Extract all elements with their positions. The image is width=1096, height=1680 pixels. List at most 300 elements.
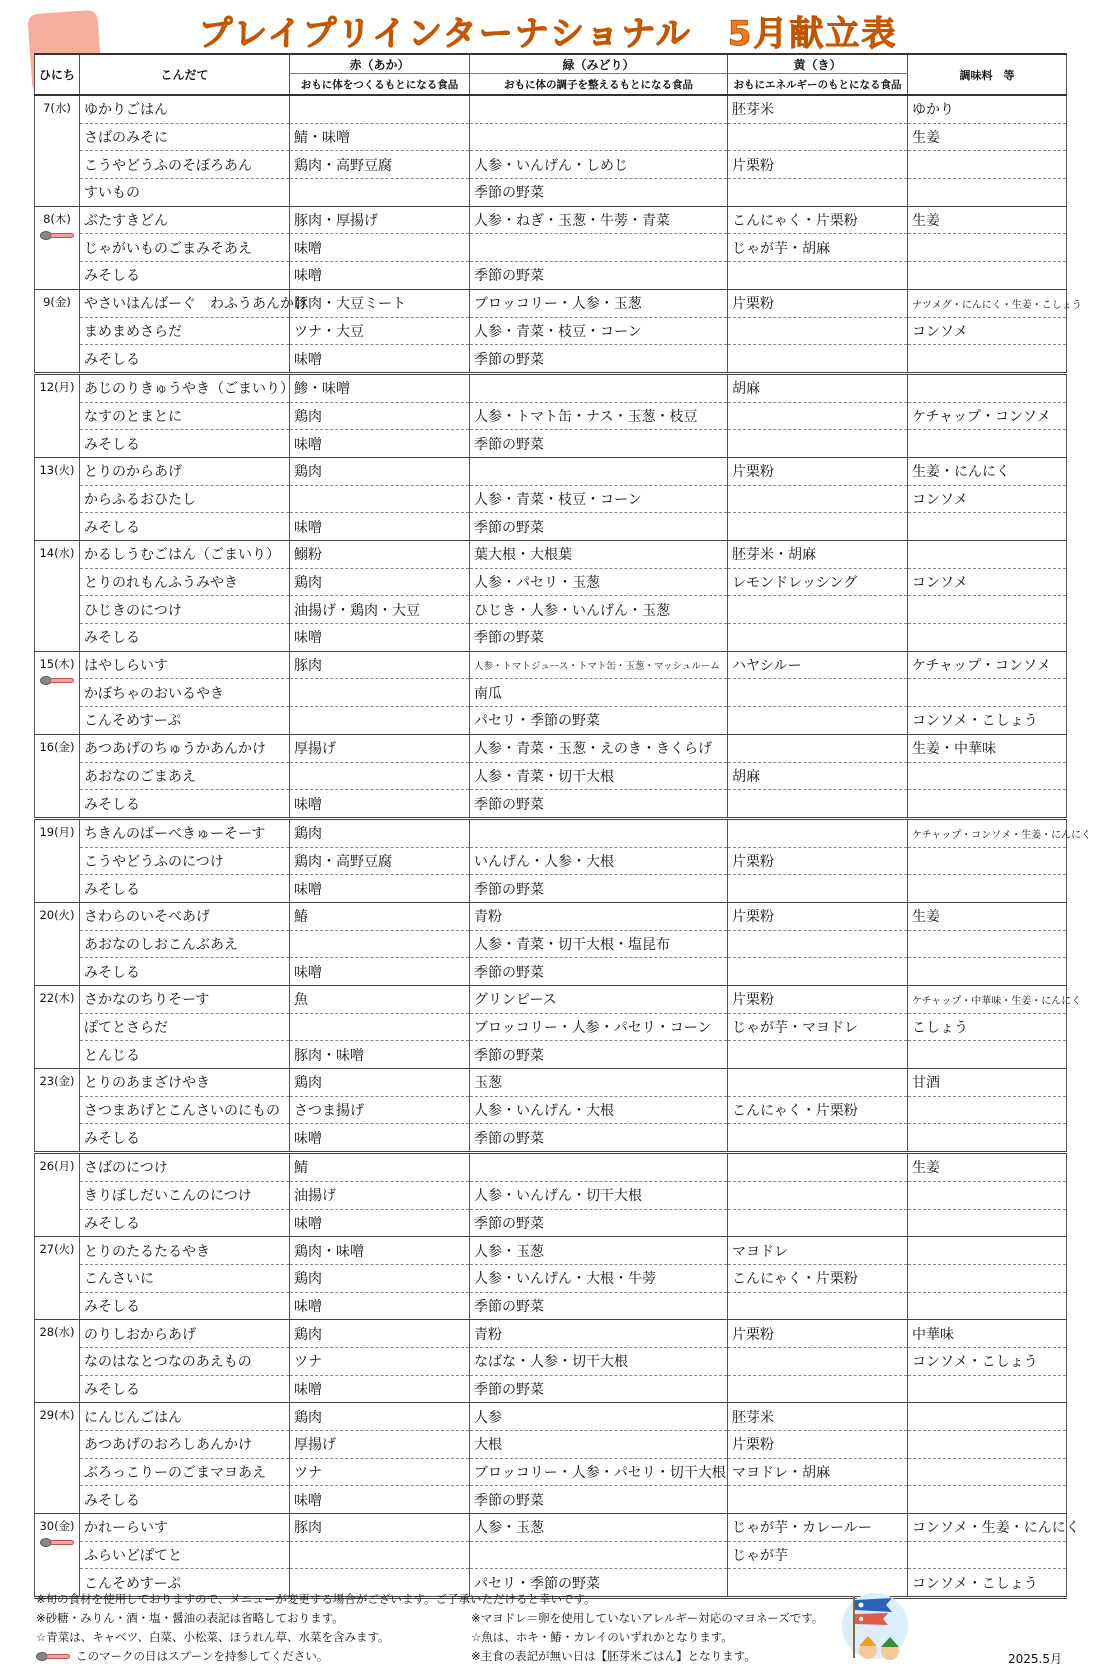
menu-cell: ぶたすきどん: [80, 206, 290, 234]
menu-cell: かれーらいす: [80, 1514, 290, 1542]
menu-cell: とりのからあげ: [80, 457, 290, 485]
spoon-icon: [40, 676, 74, 685]
seasoning-cell: [908, 430, 1067, 458]
seasoning-cell: [908, 596, 1067, 624]
red-cell: [290, 762, 470, 790]
seasoning-cell: [908, 179, 1067, 207]
day-label: 9(金): [43, 294, 71, 309]
table-row: [35, 1486, 1067, 1514]
yellow-cell: 胚芽米: [728, 95, 908, 123]
red-cell: 味噌: [290, 513, 470, 541]
seasoning-cell: [908, 1375, 1067, 1403]
yellow-cell: 片栗粉: [728, 1431, 908, 1459]
seasoning-cell: コンソメ・こしょう: [908, 1347, 1067, 1375]
seasoning-cell: [908, 1124, 1067, 1153]
seasoning-cell: [908, 1292, 1067, 1320]
header-yellow-sub: おもにエネルギーのもとになる食品: [728, 74, 908, 96]
menu-cell: みそしる: [80, 958, 290, 986]
spoon-icon: [40, 1538, 74, 1547]
red-cell: [290, 930, 470, 958]
seasoning-cell: [908, 624, 1067, 652]
table-row: [35, 847, 1067, 875]
menu-cell: あじのりきゅうやき（ごまいり）: [80, 373, 290, 402]
header-red-sub: おもに体をつくるもとになる食品: [290, 74, 470, 96]
red-cell: 鶏肉: [290, 1403, 470, 1431]
seasoning-cell: [908, 847, 1067, 875]
table-row: [35, 485, 1067, 513]
green-cell: なばな・人参・切干大根: [470, 1347, 728, 1375]
green-cell: パセリ・季節の野菜: [470, 707, 728, 735]
seasoning-cell: [908, 1209, 1067, 1237]
yellow-cell: [728, 624, 908, 652]
yellow-cell: [728, 179, 908, 207]
menu-cell: からふるおひたし: [80, 485, 290, 513]
green-cell: 人参・トマト缶・ナス・玉葱・枝豆: [470, 402, 728, 430]
table-row: [35, 930, 1067, 958]
yellow-cell: 胚芽米: [728, 1403, 908, 1431]
red-cell: 豚肉: [290, 1514, 470, 1542]
day-cell: [35, 289, 80, 373]
green-cell: いんげん・人参・大根: [470, 847, 728, 875]
menu-cell: みそしる: [80, 262, 290, 290]
table-row: [35, 1514, 1067, 1542]
table-row: [35, 541, 1067, 569]
seasoning-cell: 生姜: [908, 206, 1067, 234]
red-cell: 鶏肉: [290, 402, 470, 430]
menu-cell: あおなのごまあえ: [80, 762, 290, 790]
red-cell: [290, 179, 470, 207]
menu-cell: さつまあげとこんさいのにもの: [80, 1096, 290, 1124]
table-row: [35, 596, 1067, 624]
menu-cell: さばのにつけ: [80, 1153, 290, 1182]
spoon-icon: [40, 231, 74, 240]
menu-cell: のりしおからあげ: [80, 1320, 290, 1348]
menu-cell: さかなのちりそーす: [80, 986, 290, 1014]
red-cell: 味噌: [290, 1209, 470, 1237]
menu-cell: あつあげのおろしあんかけ: [80, 1431, 290, 1459]
day-cell: [35, 457, 80, 540]
day-label: 13(火): [39, 462, 75, 477]
day-label: 14(水): [39, 546, 75, 560]
table-row: [35, 1375, 1067, 1403]
table-row: [35, 568, 1067, 596]
yellow-cell: [728, 734, 908, 762]
red-cell: 鶏肉: [290, 457, 470, 485]
table-row: [35, 1541, 1067, 1569]
table-row: [35, 179, 1067, 207]
table-row: [35, 651, 1067, 679]
seasoning-cell: [908, 679, 1067, 707]
day-cell: [35, 734, 80, 818]
green-cell: 人参・青菜・枝豆・コーン: [470, 317, 728, 345]
red-cell: 鶏肉: [290, 1264, 470, 1292]
table-row: [35, 289, 1067, 317]
menu-cell: すいもの: [80, 179, 290, 207]
day-cell: [35, 902, 80, 985]
yellow-cell: [728, 930, 908, 958]
menu-cell: みそしる: [80, 513, 290, 541]
yellow-cell: こんにゃく・片栗粉: [728, 1096, 908, 1124]
green-cell: ブロッコリー・人参・玉葱: [470, 289, 728, 317]
seasoning-cell: ケチャップ・中華味・生姜・にんにく: [908, 986, 1067, 1014]
green-cell: [470, 818, 728, 847]
table-row: [35, 1292, 1067, 1320]
green-cell: ブロッコリー・人参・パセリ・コーン: [470, 1013, 728, 1041]
yellow-cell: こんにゃく・片栗粉: [728, 1264, 908, 1292]
header-green: 緑（みどり）: [470, 54, 728, 74]
yellow-cell: [728, 262, 908, 290]
koinobori-illustration-icon: [840, 1588, 910, 1666]
table-row: [35, 986, 1067, 1014]
menu-cell: こうやどうふのそぼろあん: [80, 151, 290, 179]
yellow-cell: [728, 1041, 908, 1069]
table-row: [35, 1403, 1067, 1431]
yellow-cell: じゃが芋・胡麻: [728, 234, 908, 262]
menu-table-wrap: [34, 53, 1092, 1599]
seasoning-cell: [908, 234, 1067, 262]
note-seasonal: ※旬の食材を使用しておりますので、メニューが変更する場合がございます。ご了承いただけると幸いです。: [36, 1592, 596, 1606]
menu-cell: ぶろっこりーのごまマヨあえ: [80, 1458, 290, 1486]
red-cell: 豚肉・厚揚げ: [290, 206, 470, 234]
yellow-cell: [728, 123, 908, 151]
menu-cell: かぼちゃのおいるやき: [80, 679, 290, 707]
seasoning-cell: 甘酒: [908, 1069, 1067, 1097]
red-cell: 鶏肉: [290, 568, 470, 596]
menu-cell: みそしる: [80, 624, 290, 652]
green-cell: ブロッコリー・人参・パセリ・切干大根: [470, 1458, 728, 1486]
green-cell: 人参・いんげん・大根・牛蒡: [470, 1264, 728, 1292]
day-cell: [35, 1153, 80, 1237]
seasoning-cell: [908, 958, 1067, 986]
red-cell: 味噌: [290, 624, 470, 652]
table-row: [35, 707, 1067, 735]
yellow-cell: レモンドレッシング: [728, 568, 908, 596]
green-cell: 季節の野菜: [470, 179, 728, 207]
green-cell: 季節の野菜: [470, 875, 728, 903]
seasoning-cell: コンソメ: [908, 317, 1067, 345]
seasoning-cell: [908, 1431, 1067, 1459]
day-cell: [35, 986, 80, 1069]
menu-cell: こうやどうふのにつけ: [80, 847, 290, 875]
green-cell: 人参・青菜・枝豆・コーン: [470, 485, 728, 513]
table-row: [35, 1069, 1067, 1097]
menu-table: [34, 53, 1092, 1599]
table-row: [35, 1013, 1067, 1041]
table-row: [35, 1237, 1067, 1265]
yellow-cell: [728, 1292, 908, 1320]
yellow-cell: [728, 430, 908, 458]
table-row: [35, 679, 1067, 707]
menu-cell: あつあげのちゅうかあんかけ: [80, 734, 290, 762]
note-staple: ※主食の表記が無い日は【胚芽米ごはん】となります。: [471, 1649, 756, 1663]
table-row: [35, 151, 1067, 179]
yellow-cell: [728, 1209, 908, 1237]
table-row: [35, 1096, 1067, 1124]
yellow-cell: [728, 1069, 908, 1097]
yellow-cell: [728, 1486, 908, 1514]
red-cell: 鶏肉・高野豆腐: [290, 847, 470, 875]
green-cell: 人参・いんげん・しめじ: [470, 151, 728, 179]
green-cell: 季節の野菜: [470, 1041, 728, 1069]
table-row: [35, 402, 1067, 430]
red-cell: 鯖: [290, 1153, 470, 1182]
seasoning-cell: ゆかり: [908, 95, 1067, 123]
red-cell: 味噌: [290, 1124, 470, 1153]
red-cell: 厚揚げ: [290, 734, 470, 762]
yellow-cell: 片栗粉: [728, 289, 908, 317]
red-cell: ツナ: [290, 1458, 470, 1486]
green-cell: 季節の野菜: [470, 430, 728, 458]
green-cell: 人参・いんげん・切干大根: [470, 1181, 728, 1209]
green-cell: 人参・いんげん・大根: [470, 1096, 728, 1124]
menu-cell: とりのあまざけやき: [80, 1069, 290, 1097]
menu-cell: ぽてとさらだ: [80, 1013, 290, 1041]
day-label: 28(水): [39, 1325, 75, 1340]
green-cell: 青粉: [470, 902, 728, 930]
green-cell: 人参・トマトジュース・トマト缶・玉葱・マッシュルーム: [470, 651, 728, 679]
page-title: プレイプリインターナショナル 5月献立表: [198, 14, 898, 54]
red-cell: ツナ・大豆: [290, 317, 470, 345]
menu-cell: やさいはんばーぐ わふうあんかけ: [80, 289, 290, 317]
note-spoon: [36, 1647, 328, 1666]
header-yellow: 黄（き）: [728, 54, 908, 74]
menu-cell: ふらいどぽてと: [80, 1541, 290, 1569]
day-cell: [35, 1514, 80, 1598]
yellow-cell: [728, 875, 908, 903]
table-row: [35, 1458, 1067, 1486]
yellow-cell: [728, 958, 908, 986]
seasoning-cell: [908, 262, 1067, 290]
green-cell: 季節の野菜: [470, 345, 728, 374]
day-label: 7(水): [43, 101, 71, 115]
seasoning-cell: コンソメ・生姜・にんにく: [908, 1514, 1067, 1542]
yellow-cell: 片栗粉: [728, 1320, 908, 1348]
red-cell: 味噌: [290, 234, 470, 262]
seasoning-cell: コンソメ・こしょう: [908, 707, 1067, 735]
green-cell: 季節の野菜: [470, 513, 728, 541]
title-bar: [0, 0, 1096, 54]
seasoning-cell: [908, 1541, 1067, 1569]
red-cell: [290, 1541, 470, 1569]
header-menu: こんだて: [80, 54, 290, 95]
seasoning-cell: [908, 790, 1067, 819]
red-cell: 味噌: [290, 1375, 470, 1403]
table-row: [35, 624, 1067, 652]
red-cell: 鶏肉: [290, 1320, 470, 1348]
day-label: 12(月): [39, 379, 75, 394]
yellow-cell: [728, 596, 908, 624]
header-green-sub: おもに体の調子を整えるもとになる食品: [470, 74, 728, 96]
red-cell: 鶏肉: [290, 818, 470, 847]
seasoning-cell: [908, 1096, 1067, 1124]
note-greens: ☆青菜は、キャベツ、白菜、小松菜、ほうれん草、水菜を含みます。: [36, 1630, 390, 1644]
table-row: [35, 317, 1067, 345]
menu-cell: とりのれもんふうみやき: [80, 568, 290, 596]
green-cell: 人参・青菜・切干大根: [470, 762, 728, 790]
seasoning-cell: 生姜・中華味: [908, 734, 1067, 762]
red-cell: 味噌: [290, 1486, 470, 1514]
yellow-cell: [728, 1375, 908, 1403]
green-cell: [470, 234, 728, 262]
menu-cell: みそしる: [80, 1486, 290, 1514]
red-cell: さつま揚げ: [290, 1096, 470, 1124]
yellow-cell: [728, 790, 908, 819]
day-label: 15(木): [39, 656, 75, 671]
yellow-cell: じゃが芋: [728, 1541, 908, 1569]
menu-table-body: [35, 95, 1092, 1598]
red-cell: 厚揚げ: [290, 1431, 470, 1459]
green-cell: [470, 95, 728, 123]
seasoning-cell: [908, 1458, 1067, 1486]
red-cell: 鯵・味噌: [290, 373, 470, 402]
menu-cell: とんじる: [80, 1041, 290, 1069]
day-cell: [35, 373, 80, 457]
yellow-cell: ハヤシルー: [728, 651, 908, 679]
menu-cell: にんじんごはん: [80, 1403, 290, 1431]
yellow-cell: 片栗粉: [728, 847, 908, 875]
green-cell: 季節の野菜: [470, 790, 728, 819]
seasoning-cell: [908, 875, 1067, 903]
yellow-cell: [728, 1124, 908, 1153]
yellow-cell: こんにゃく・片栗粉: [728, 206, 908, 234]
seasoning-cell: [908, 1041, 1067, 1069]
yellow-cell: [728, 679, 908, 707]
green-cell: 玉葱: [470, 1069, 728, 1097]
note-fish: ☆魚は、ホキ・鰆・カレイのいずれかとなります。: [471, 1630, 733, 1644]
day-label: 27(火): [39, 1242, 75, 1257]
menu-cell: みそしる: [80, 1375, 290, 1403]
day-label: 16(金): [39, 739, 75, 754]
menu-cell: さわらのいそべあげ: [80, 902, 290, 930]
green-cell: 人参・ねぎ・玉葱・牛蒡・青菜: [470, 206, 728, 234]
red-cell: [290, 1013, 470, 1041]
green-cell: グリンピース: [470, 986, 728, 1014]
day-cell: [35, 1403, 80, 1514]
table-row: [35, 762, 1067, 790]
menu-cell: みそしる: [80, 790, 290, 819]
table-row: [35, 875, 1067, 903]
table-row: [35, 1041, 1067, 1069]
green-cell: 人参: [470, 1403, 728, 1431]
table-row: [35, 958, 1067, 986]
seasoning-cell: 生姜・にんにく: [908, 457, 1067, 485]
seasoning-cell: [908, 1403, 1067, 1431]
red-cell: 油揚げ: [290, 1181, 470, 1209]
green-cell: [470, 1153, 728, 1182]
note-mayodore: ※マヨドレ＝卵を使用していないアレルギー対応のマヨネーズです。: [471, 1611, 824, 1625]
seasoning-cell: こしょう: [908, 1013, 1067, 1041]
green-cell: 季節の野菜: [470, 958, 728, 986]
menu-cell: とりのたるたるやき: [80, 1237, 290, 1265]
seasoning-cell: [908, 762, 1067, 790]
menu-cell: みそしる: [80, 345, 290, 374]
menu-cell: あおなのしおこんぶあえ: [80, 930, 290, 958]
day-cell: [35, 1237, 80, 1320]
green-cell: [470, 123, 728, 151]
yellow-cell: 胡麻: [728, 373, 908, 402]
day-cell: [35, 206, 80, 289]
red-cell: 鶏肉・味噌: [290, 1237, 470, 1265]
yellow-cell: [728, 402, 908, 430]
seasoning-cell: ナツメグ・にんにく・生姜・こしょう: [908, 289, 1067, 317]
menu-cell: みそしる: [80, 1124, 290, 1153]
green-cell: 季節の野菜: [470, 262, 728, 290]
red-cell: 鶏肉: [290, 1069, 470, 1097]
yellow-cell: [728, 485, 908, 513]
seasoning-cell: ケチャップ・コンソメ・生姜・にんにく: [908, 818, 1067, 847]
green-cell: [470, 1541, 728, 1569]
day-label: 8(木): [43, 211, 71, 226]
table-row: [35, 1124, 1067, 1153]
table-row: [35, 734, 1067, 762]
menu-cell: じゃがいものごまみそあえ: [80, 234, 290, 262]
yellow-cell: [728, 818, 908, 847]
green-cell: [470, 373, 728, 402]
seasoning-cell: [908, 1264, 1067, 1292]
menu-cell: みそしる: [80, 1209, 290, 1237]
green-cell: 人参・玉葱: [470, 1514, 728, 1542]
yellow-cell: 片栗粉: [728, 457, 908, 485]
green-cell: 青粉: [470, 1320, 728, 1348]
table-row: [35, 123, 1067, 151]
red-cell: 鯖・味噌: [290, 123, 470, 151]
yellow-cell: 胡麻: [728, 762, 908, 790]
yellow-cell: [728, 707, 908, 735]
table-row: [35, 902, 1067, 930]
menu-cell: きりぼしだいこんのにつけ: [80, 1181, 290, 1209]
table-row: [35, 373, 1067, 402]
red-cell: 味噌: [290, 262, 470, 290]
seasoning-cell: [908, 1486, 1067, 1514]
green-cell: 人参・パセリ・玉葱: [470, 568, 728, 596]
red-cell: [290, 679, 470, 707]
green-cell: 大根: [470, 1431, 728, 1459]
red-cell: 鰯粉: [290, 541, 470, 569]
yellow-cell: 胚芽米・胡麻: [728, 541, 908, 569]
red-cell: 鰆: [290, 902, 470, 930]
seasoning-cell: ケチャップ・コンソメ: [908, 402, 1067, 430]
table-row: [35, 1431, 1067, 1459]
table-row: [35, 345, 1067, 374]
seasoning-cell: 生姜: [908, 123, 1067, 151]
green-cell: 人参・青菜・切干大根・塩昆布: [470, 930, 728, 958]
note-spoon-text: このマークの日はスプーンを持参してください。: [76, 1649, 329, 1663]
menu-cell: なすのとまとに: [80, 402, 290, 430]
seasoning-cell: [908, 345, 1067, 374]
green-cell: 季節の野菜: [470, 624, 728, 652]
day-label: 20(火): [39, 907, 75, 922]
table-row: [35, 1181, 1067, 1209]
seasoning-cell: [908, 541, 1067, 569]
table-row: [35, 1153, 1067, 1182]
yellow-cell: [728, 513, 908, 541]
red-cell: ツナ: [290, 1347, 470, 1375]
table-row: [35, 206, 1067, 234]
table-row: [35, 1209, 1067, 1237]
seasoning-cell: [908, 1181, 1067, 1209]
green-cell: 季節の野菜: [470, 1292, 728, 1320]
header-red: 赤（あか）: [290, 54, 470, 74]
day-cell: [35, 1069, 80, 1153]
table-row: [35, 95, 1067, 123]
red-cell: 味噌: [290, 345, 470, 374]
seasoning-cell: [908, 373, 1067, 402]
header-seasoning: 調味料 等: [908, 54, 1067, 95]
menu-cell: かるしうむごはん（ごまいり）: [80, 541, 290, 569]
yellow-cell: じゃが芋・カレールー: [728, 1514, 908, 1542]
table-row: [35, 262, 1067, 290]
menu-cell: ひじきのにつけ: [80, 596, 290, 624]
